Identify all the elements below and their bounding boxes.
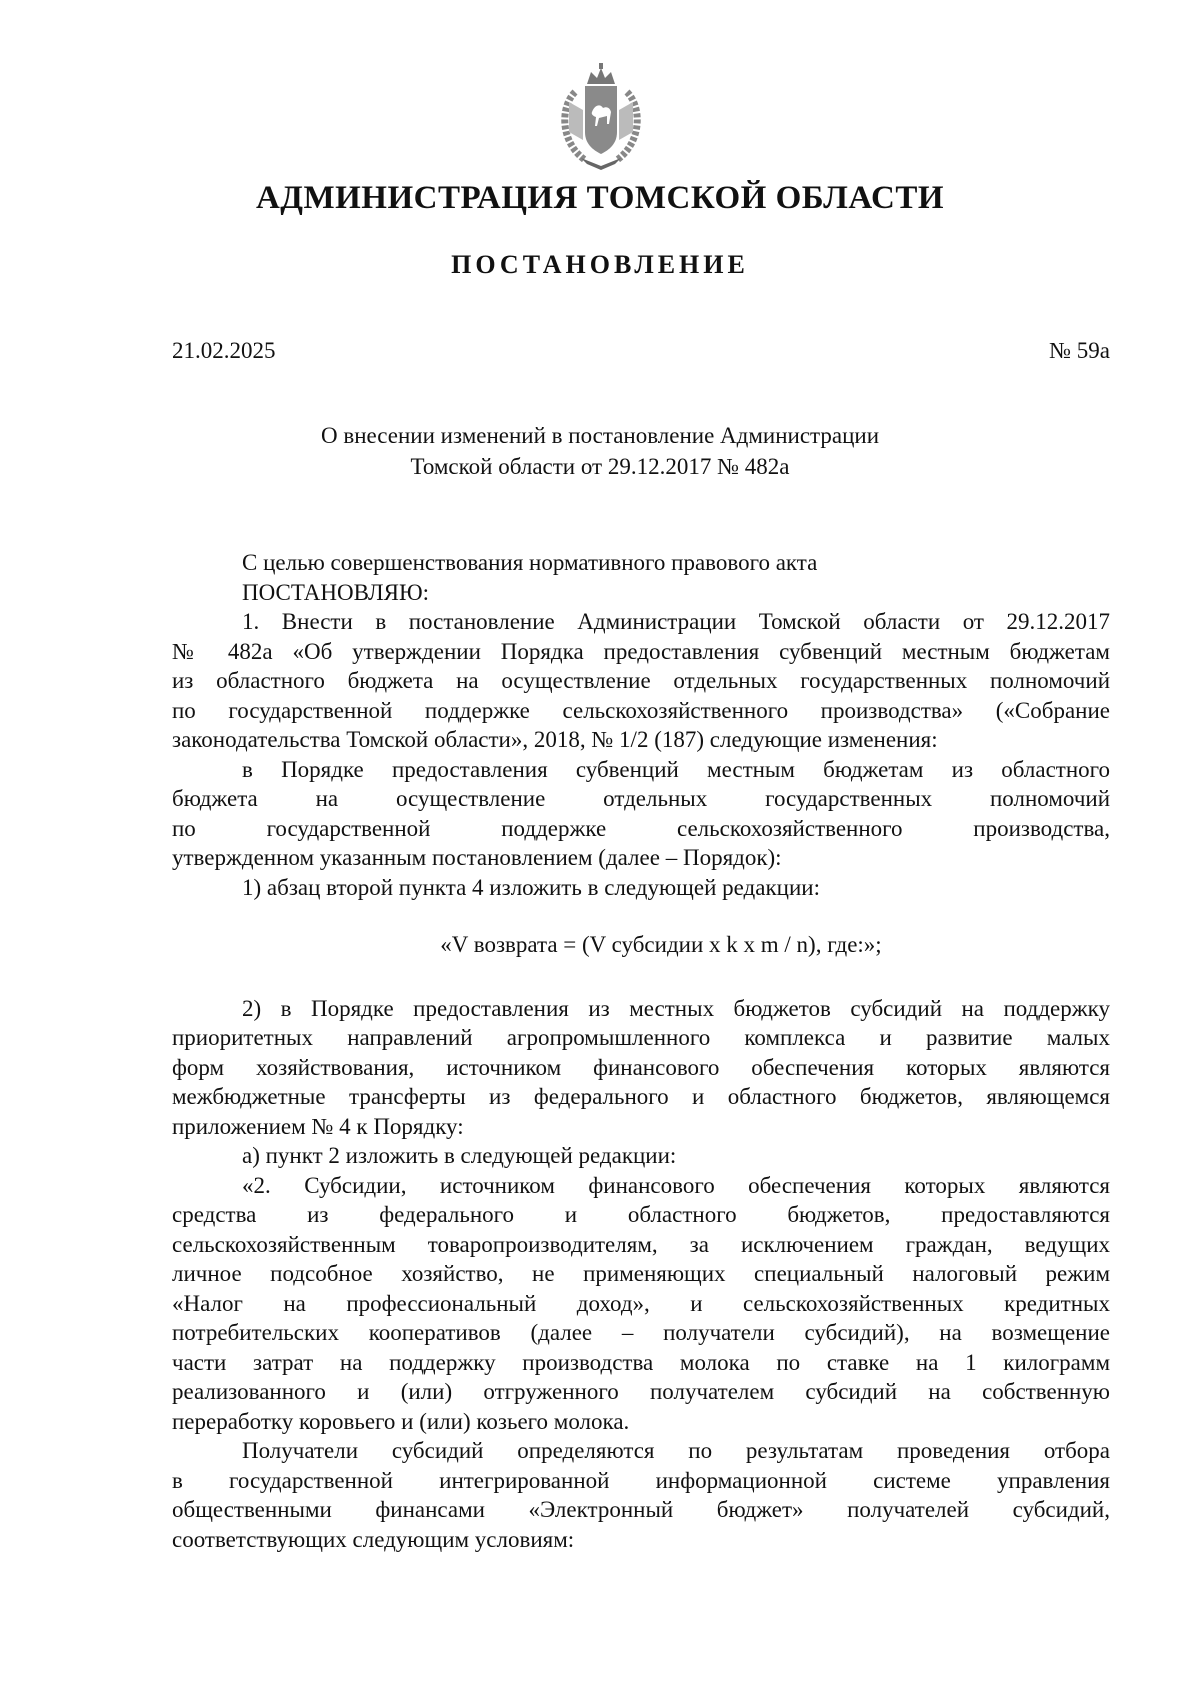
document-title — [0, 420, 1200, 482]
subitem-2-paragraph — [172, 994, 1110, 1142]
paragraph-line: «2. Субсидии, источником финансового обеспечения которых являются — [242, 1172, 1110, 1198]
paragraph-line: средства из федерального и областного бюджетов, предоставляются — [172, 1202, 1110, 1227]
purpose-line: С целью совершенствования нормативного правового акта — [242, 550, 818, 575]
paragraph-line: приоритетных направлений агропромышленного комплекса и развитие малых — [172, 1025, 1110, 1050]
paragraph-line: реализованного и (или) отгруженного получателем субсидий на собственную — [172, 1379, 1110, 1404]
coat-of-arms-icon — [555, 62, 647, 172]
paragraph-line: переработку коровьего и (или) козьего молока. — [172, 1408, 630, 1434]
title-line: Томской области от 29.12.2017 № 482а — [410, 454, 790, 479]
paragraph-line: общественными финансами «Электронный бюджет» получателей субсидий, — [172, 1497, 1110, 1522]
paragraph-line: межбюджетные трансферты из федерального и областного бюджетов, являющемся — [172, 1084, 1110, 1109]
resolve-line: ПОСТАНОВЛЯЮ: — [242, 579, 430, 605]
paragraph-line: приложением № 4 к Порядку: — [172, 1113, 464, 1139]
document-number: № 59а — [1049, 338, 1110, 363]
order-paragraph — [172, 755, 1110, 873]
paragraph-line: 2) в Порядке предоставления из местных бюджетов субсидий на поддержку — [242, 995, 1110, 1021]
formula: «V возврата = (V субсидии x k x m / n), где:»; — [440, 932, 882, 957]
paragraph-line: сельскохозяйственным товаропроизводителям, за исключением граждан, ведущих — [172, 1231, 1110, 1257]
paragraph-line: форм хозяйствования, источником финансового обеспечения которых являются — [172, 1054, 1110, 1080]
document-date: 21.02.2025 — [172, 338, 276, 363]
subitem-1: 1) абзац второй пункта 4 изложить в следующей редакции: — [242, 874, 820, 900]
paragraph-line: потребительских кооперативов (далее – получатели субсидий), на возмещение — [172, 1320, 1110, 1345]
recipients-paragraph — [172, 1436, 1110, 1554]
subitem-2a: а) пункт 2 изложить в следующей редакции: — [242, 1143, 677, 1168]
document-type: ПОСТАНОВЛЕНИЕ — [451, 250, 749, 279]
paragraph-line: соответствующих следующим условиям: — [172, 1526, 575, 1552]
point-2-paragraph — [172, 1171, 1110, 1437]
item-1-paragraph — [172, 607, 1110, 755]
title-line: О внесении изменений в постановление Администрации — [320, 423, 880, 448]
paragraph-line: личное подсобное хозяйство, не применяющих специальный налоговый режим — [172, 1261, 1110, 1286]
paragraph-line: по государственной поддержке сельскохозяйственного производства, — [172, 815, 1110, 841]
document-body — [172, 548, 1110, 1554]
paragraph-line: по государственной поддержке сельскохозяйственного производства» («Собрание — [172, 697, 1110, 723]
paragraph-line: бюджета на осуществление отдельных государственных полномочий — [172, 786, 1110, 811]
organization-name: АДМИНИСТРАЦИЯ ТОМСКОЙ ОБЛАСТИ — [255, 180, 945, 216]
paragraph-line: в государственной интегрированной информационной системе управления — [172, 1467, 1110, 1493]
paragraph-line: законодательства Томской области», 2018, № 1/2 (187) следующие изменения: — [172, 727, 938, 752]
paragraph-line: Получатели субсидий определяются по результатам проведения отбора — [242, 1438, 1110, 1463]
paragraph-line: части затрат на поддержку производства молока по ставке на 1 килограмм — [172, 1349, 1110, 1375]
paragraph-line: утвержденном указанным постановлением (далее – Порядок): — [172, 845, 782, 870]
paragraph-line: «Налог на профессиональный доход», и сельскохозяйственных кредитных — [172, 1290, 1110, 1316]
paragraph-line: № 482а «Об утверждении Порядка предоставления субвенций местным бюджетам — [172, 638, 1110, 664]
paragraph-line: в Порядке предоставления субвенций местным бюджетам из областного — [242, 756, 1110, 782]
paragraph-line: из областного бюджета на осуществление отдельных государственных полномочий — [172, 668, 1110, 693]
paragraph-line: 1. Внести в постановление Администрации Томской области от 29.12.2017 — [242, 609, 1110, 634]
